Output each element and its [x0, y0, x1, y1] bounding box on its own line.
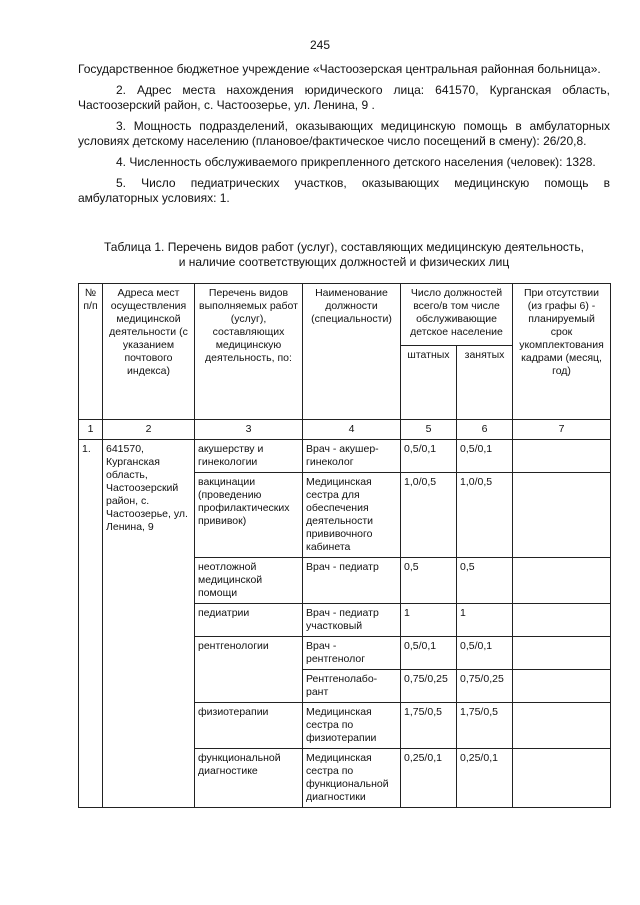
staff-count: 1 — [401, 604, 457, 637]
row-address: 641570, Курганская область, Частоозерский район, с. Частоозерье, ул. Ленина, 9 — [103, 440, 195, 808]
column-number: 6 — [457, 420, 513, 440]
occupied-count: 0,5/0,1 — [457, 637, 513, 670]
table-caption-line1: Таблица 1. Перечень видов работ (услуг), составляющих медицинскую деятельность, — [103, 240, 585, 254]
work-type: педиатрии — [195, 604, 303, 637]
work-type: физиотерапии — [195, 703, 303, 749]
plan-date — [513, 604, 611, 637]
column-number: 1 — [79, 420, 103, 440]
paragraph-population: 4. Численность обслуживаемого прикрепленного детского населения (человек): 1328. — [116, 155, 596, 169]
position-name: Медицинская сестра по функциональной диагностики — [303, 749, 401, 808]
plan-date — [513, 473, 611, 558]
occupied-count: 0,5/0,1 — [457, 440, 513, 473]
header-staff: штатных — [401, 346, 457, 420]
column-number: 3 — [195, 420, 303, 440]
occupied-count: 1,75/0,5 — [457, 703, 513, 749]
work-type: неотложной медицинской помощи — [195, 558, 303, 604]
staff-count: 0,75/0,25 — [401, 670, 457, 703]
position-name: Медицинская сестра по физиотерапии — [303, 703, 401, 749]
header-address: Адреса мест осуществления медицинской деятельности (с указанием почтового индекса) — [103, 284, 195, 420]
position-name: Рентгенолабо-рант — [303, 670, 401, 703]
header-number: № п/п — [79, 284, 103, 420]
header-plan: При отсутствии (из графы 6) - планируемый срок укомплектования кадрами (месяц, год) — [513, 284, 611, 420]
column-number: 2 — [103, 420, 195, 440]
paragraph-institution: Государственное бюджетное учреждение «Частоозерская центральная районная больница». — [78, 62, 601, 76]
header-position: Наименование должности (специальности) — [303, 284, 401, 420]
position-name: Врач - акушер-гинеколог — [303, 440, 401, 473]
table-caption-line2: и наличие соответствующих должностей и физических лиц — [178, 255, 510, 269]
staff-count: 1,75/0,5 — [401, 703, 457, 749]
plan-date — [513, 637, 611, 670]
occupied-count: 0,75/0,25 — [457, 670, 513, 703]
column-number: 4 — [303, 420, 401, 440]
occupied-count: 0,5 — [457, 558, 513, 604]
plan-date — [513, 703, 611, 749]
work-type: рентгенологии — [195, 637, 303, 703]
position-name: Медицинская сестра для обеспечения деятельности прививочного кабинета — [303, 473, 401, 558]
plan-date — [513, 440, 611, 473]
staff-count: 1,0/0,5 — [401, 473, 457, 558]
staff-count: 0,5/0,1 — [401, 440, 457, 473]
column-number: 7 — [513, 420, 611, 440]
staff-count: 0,5/0,1 — [401, 637, 457, 670]
paragraph-address: 2. Адрес места нахождения юридического лица: 641570, Курганская область, Частоозерский район, с. Частоозерье, ул. Ленина, 9 . — [78, 83, 610, 112]
header-works: Перечень видов выполняемых работ (услуг), составляющих медицинскую деятельность, по: — [195, 284, 303, 420]
page-number: 245 — [309, 38, 331, 52]
header-count-group: Число должностей всего/в том числе обслуживающие детское население — [401, 284, 513, 346]
document-body — [78, 62, 610, 212]
occupied-count: 1,0/0,5 — [457, 473, 513, 558]
column-number: 5 — [401, 420, 457, 440]
table-row — [79, 440, 611, 473]
row-number: 1. — [79, 440, 103, 808]
occupied-count: 0,25/0,1 — [457, 749, 513, 808]
table-caption — [78, 240, 610, 270]
work-type: функциональной диагностике — [195, 749, 303, 808]
work-type: акушерству и гинекологии — [195, 440, 303, 473]
position-name: Врач - педиатр — [303, 558, 401, 604]
plan-date — [513, 749, 611, 808]
services-table — [78, 283, 611, 808]
paragraph-sections: 5. Число педиатрических участков, оказывающих медицинскую помощь в амбулаторных условиях: 1. — [78, 176, 610, 205]
plan-date — [513, 558, 611, 604]
occupied-count: 1 — [457, 604, 513, 637]
staff-count: 0,25/0,1 — [401, 749, 457, 808]
position-name: Врач - педиатр участковый — [303, 604, 401, 637]
header-occupied: занятых — [457, 346, 513, 420]
position-name: Врач - рентгенолог — [303, 637, 401, 670]
staff-count: 0,5 — [401, 558, 457, 604]
plan-date — [513, 670, 611, 703]
column-number-row — [79, 420, 611, 440]
paragraph-capacity: 3. Мощность подразделений, оказывающих медицинскую помощь в амбулаторных условиях детскому населению (плановое/фактическое число посещений в смену): 26/20,8. — [78, 119, 610, 148]
work-type: вакцинации (проведению профилактических прививок) — [195, 473, 303, 558]
